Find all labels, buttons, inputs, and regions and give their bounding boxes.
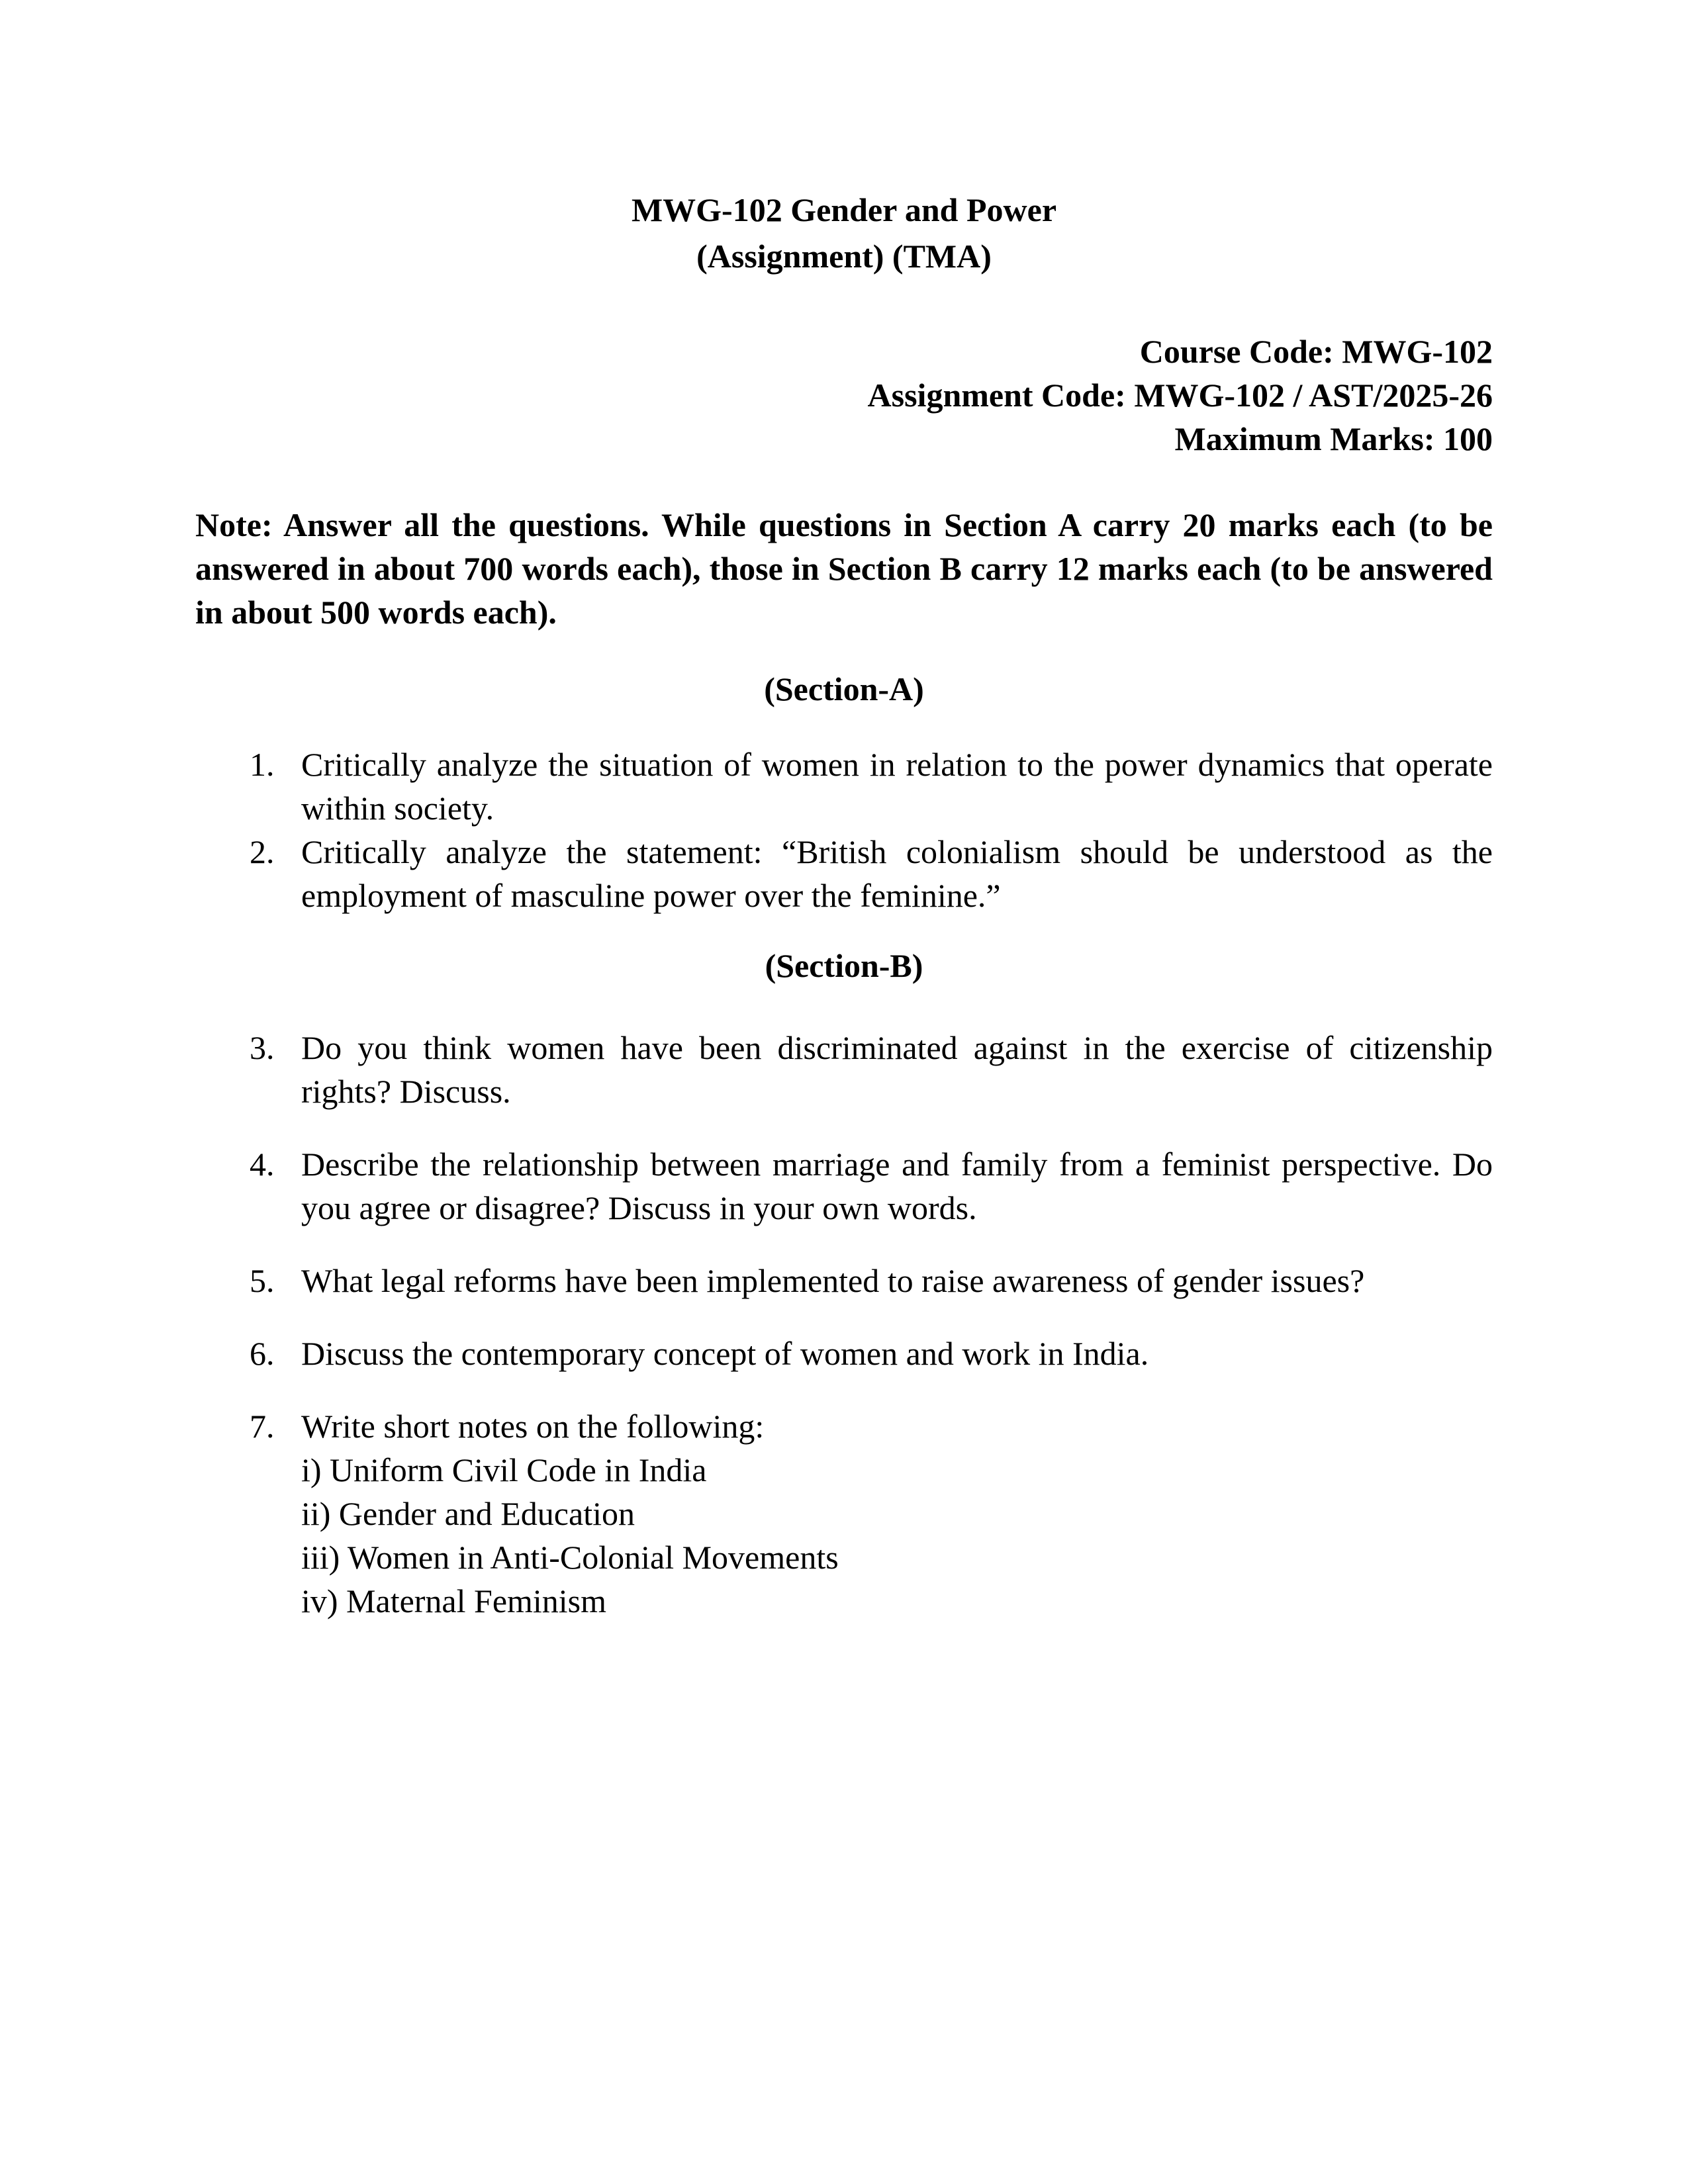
- assignment-code: Assignment Code: MWG-102 / AST/2025-26: [867, 377, 1493, 414]
- section-a-questions: [195, 743, 1493, 917]
- question-7-subitem-iii: iii) Women in Anti-Colonial Movements: [301, 1539, 839, 1576]
- question-5-text: What legal reforms have been implemented to raise awareness of gender issues?: [301, 1262, 1365, 1299]
- question-3-text: Do you think women have been discriminated against in the exercise of citizenship rights? Discuss.: [301, 1029, 1493, 1110]
- question-7-subitem-i: i) Uniform Civil Code in India: [301, 1451, 707, 1488]
- question-7-text: Write short notes on the following:: [301, 1408, 765, 1445]
- question-7: [195, 1404, 1493, 1623]
- question-7-subitem-ii: ii) Gender and Education: [301, 1495, 635, 1532]
- question-5-number: 5.: [250, 1262, 275, 1299]
- question-1-number: 1.: [250, 746, 275, 783]
- question-2-text: Critically analyze the statement: “British colonialism should be understood as the employment of masculine power over the feminine.”: [301, 833, 1493, 914]
- document-title: [195, 187, 1493, 279]
- question-1-text: Critically analyze the situation of women in relation to the power dynamics that operate within society.: [301, 746, 1493, 827]
- title-line-assignment: (Assignment) (TMA): [696, 238, 992, 275]
- note-paragraph: Note: Answer all the questions. While questions in Section A carry 20 marks each (to be answered in about 700 words each), those in Section B carry 12 marks each (to be answered in about 500 words each).: [195, 506, 1493, 631]
- course-code: Course Code: MWG-102: [1139, 333, 1493, 370]
- section-b-questions: [195, 1026, 1493, 1623]
- question-2: [195, 830, 1493, 917]
- section-b-heading: (Section-B): [765, 947, 923, 984]
- question-4-text: Describe the relationship between marriage and family from a feminist perspective. Do you agree or disagree? Discuss in your own words.: [301, 1146, 1493, 1226]
- question-1: [195, 743, 1493, 830]
- question-4: [195, 1142, 1493, 1230]
- question-6-number: 6.: [250, 1335, 275, 1372]
- question-2-number: 2.: [250, 833, 275, 870]
- maximum-marks: Maximum Marks: 100: [1174, 420, 1493, 457]
- question-3: [195, 1026, 1493, 1113]
- question-6: [195, 1332, 1493, 1375]
- question-7-number: 7.: [250, 1408, 275, 1445]
- question-7-subitem-iv: iv) Maternal Feminism: [301, 1582, 607, 1619]
- question-4-number: 4.: [250, 1146, 275, 1183]
- title-line-course: MWG-102 Gender and Power: [631, 191, 1057, 228]
- question-5: [195, 1259, 1493, 1302]
- section-a-heading: (Section-A): [764, 670, 924, 707]
- question-6-text: Discuss the contemporary concept of women and work in India.: [301, 1335, 1149, 1372]
- question-3-number: 3.: [250, 1029, 275, 1066]
- meta-block: [195, 330, 1493, 461]
- question-7-block: [301, 1404, 1493, 1623]
